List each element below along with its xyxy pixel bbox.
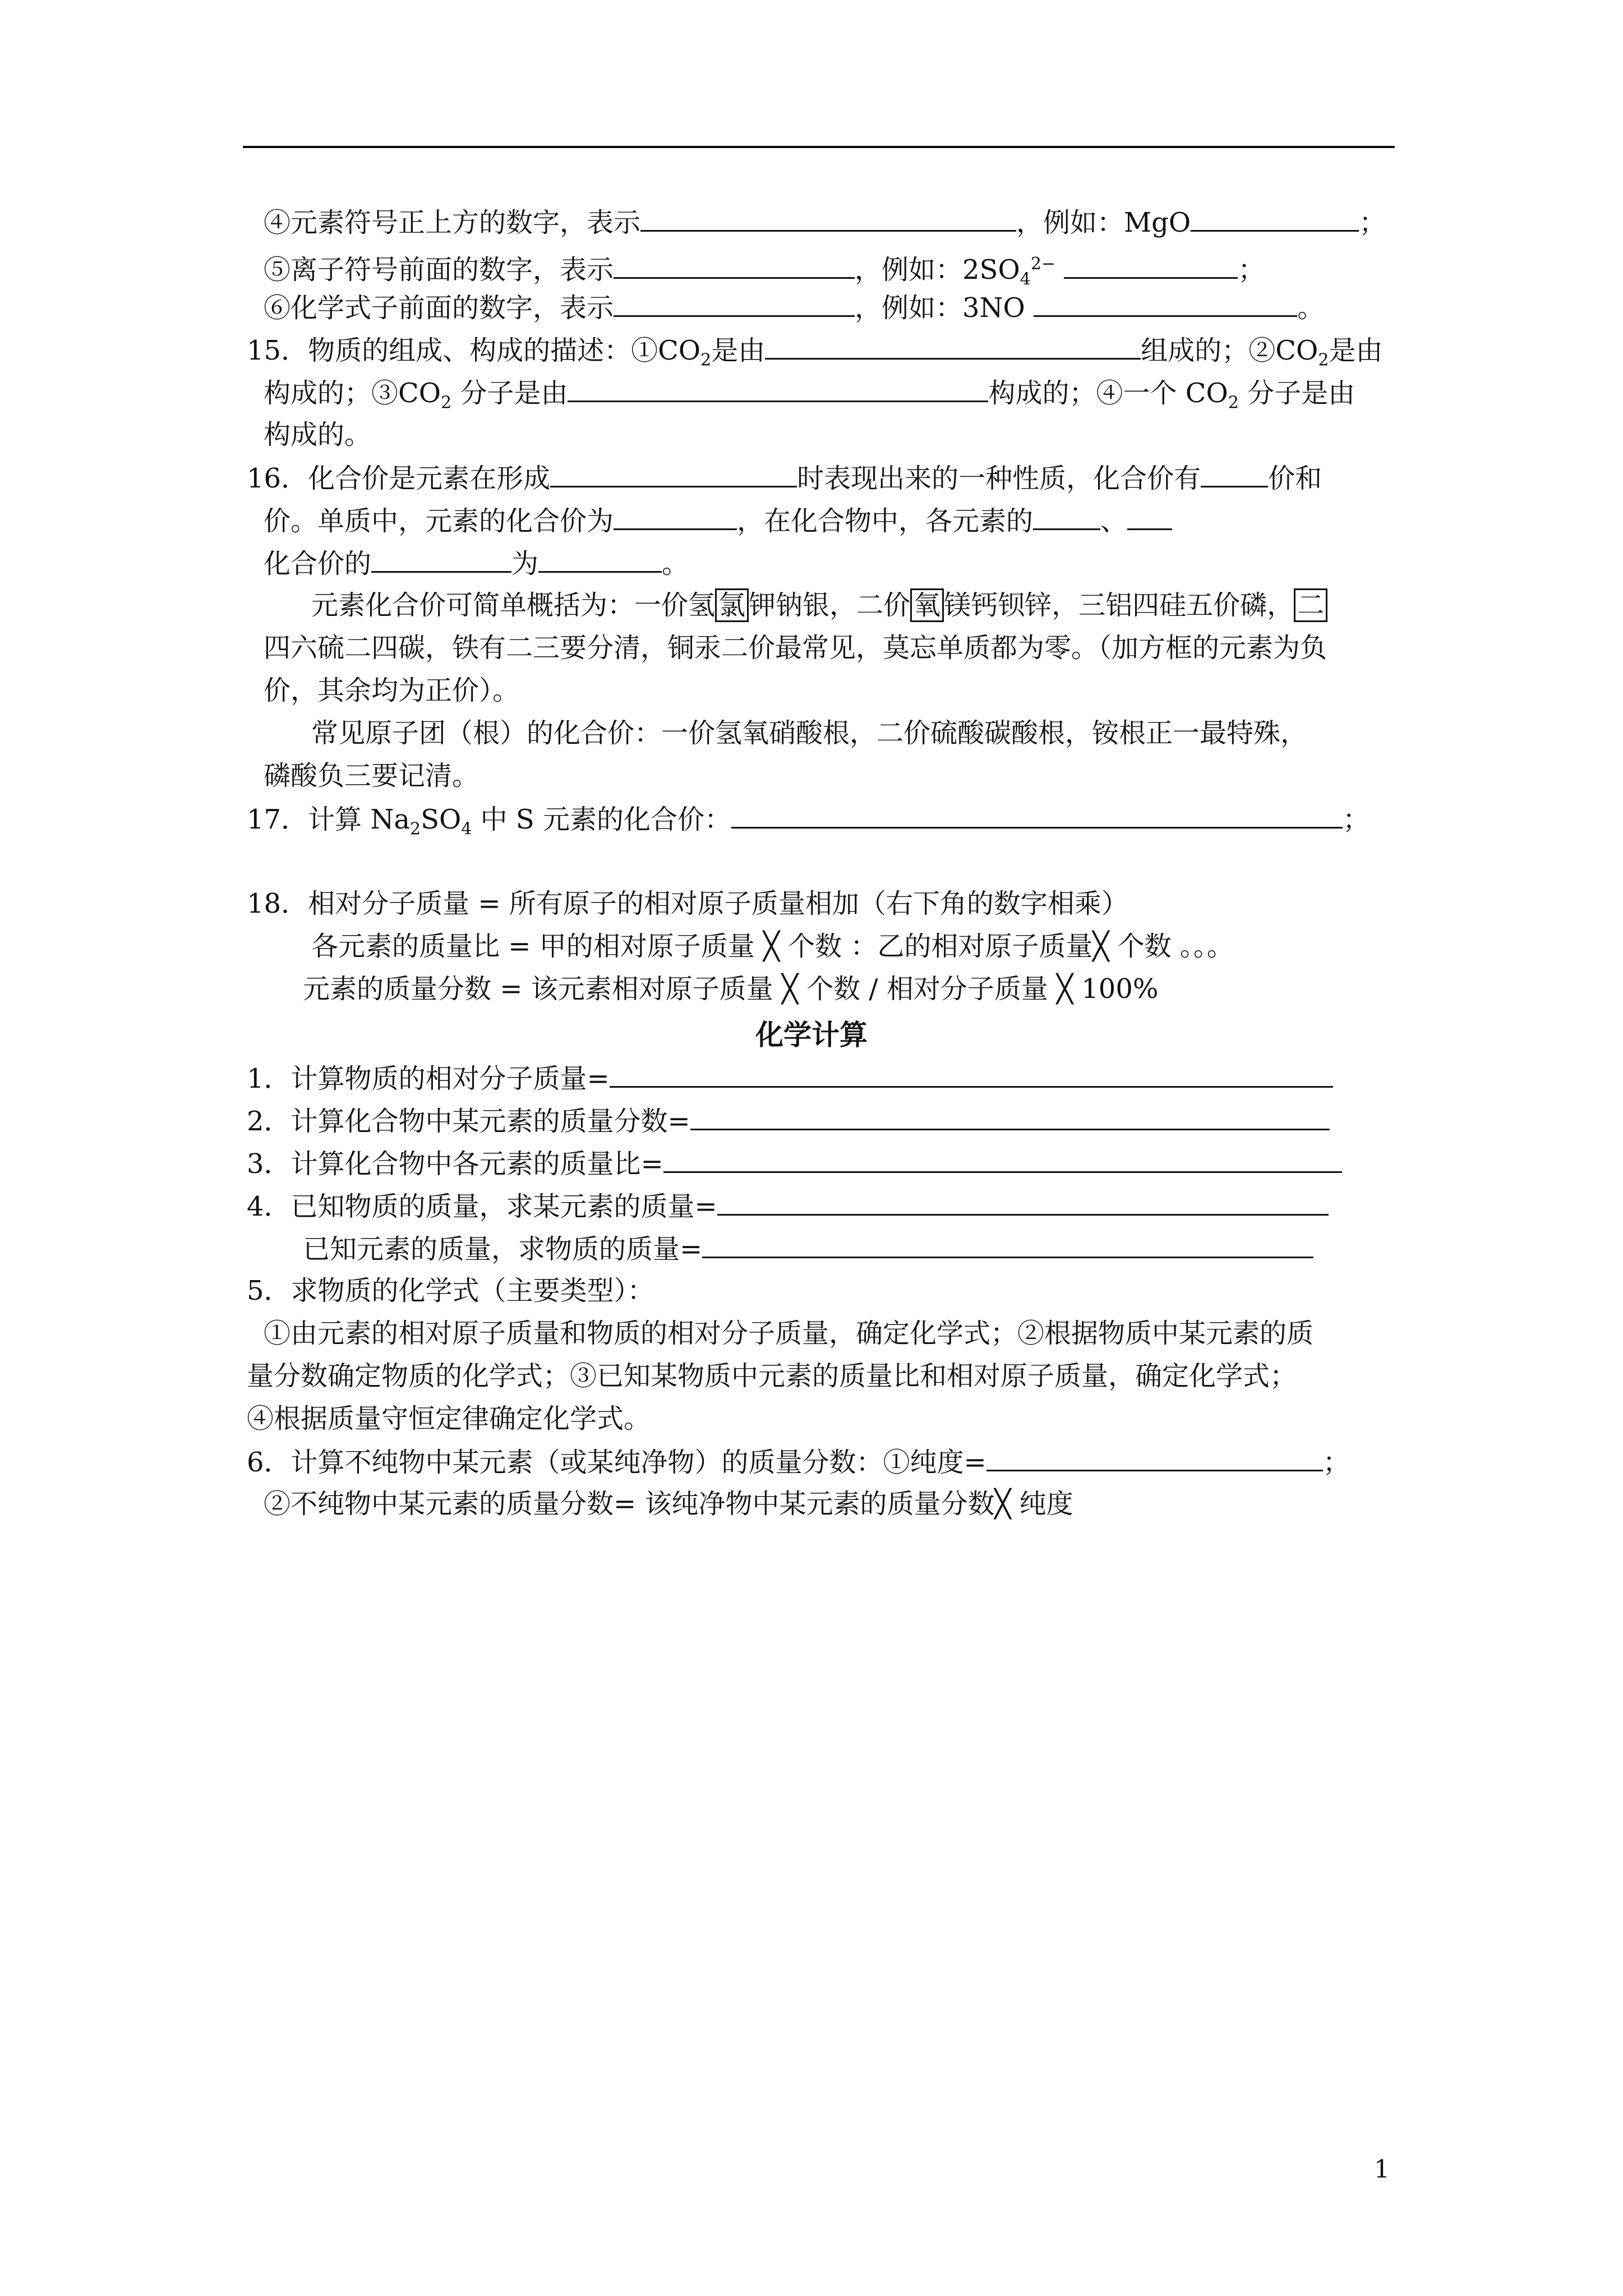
text: 四六硫二四碳，铁有二三要分清，铜汞二价最常见，莫忘单质都为零。（加方框的元素为负 <box>264 632 1327 664</box>
calc-4 <box>247 1185 1402 1227</box>
text: ②不纯物中某元素的质量分数= 该纯净物中某元素的质量分数╳ 纯度 <box>264 1488 1073 1520</box>
text: 价，其余均为正价）。 <box>264 675 520 706</box>
text: 16．化合价是元素在形成 <box>247 463 551 494</box>
text: ①由元素的相对原子质量和物质的相对分子质量，确定化学式；②根据物质中某元素的质 <box>264 1318 1314 1349</box>
blank[interactable] <box>614 248 855 279</box>
text: 分子是由 <box>1247 378 1355 409</box>
text: 量分数确定物质的化学式；③已知某物质中元素的质量比和相对原子质量，确定化学式； <box>247 1360 1297 1392</box>
text: 价。单质中，元素的化合价为 <box>264 505 614 537</box>
text: 2．计算化合物中某元素的质量分数= <box>247 1106 690 1137</box>
calc-5-line-1 <box>264 1313 1419 1354</box>
text: 各元素的质量比 = 甲的相对原子质量 ╳ 个数 ：乙的相对原子质量╳ 个数 。。。 <box>311 931 1234 962</box>
boxed-element: 氯 <box>715 588 749 622</box>
blank[interactable] <box>538 542 662 573</box>
line-6-formula-coefficient <box>264 286 1419 329</box>
text: 中 S 元素的化合价： <box>472 804 732 835</box>
text: ； <box>1359 207 1386 238</box>
blank[interactable] <box>717 1185 1329 1216</box>
text: 化合价的 <box>264 548 372 579</box>
text: 镁钙钡锌，三铝四硅五价磷， <box>944 590 1294 621</box>
item-15-line-3 <box>264 414 1419 455</box>
blank[interactable] <box>1191 201 1359 232</box>
text: ④元素符号正上方的数字，表示 <box>264 207 641 238</box>
text: 为 <box>511 548 539 579</box>
item-18-line-3 <box>303 968 1458 1010</box>
blank[interactable] <box>371 542 511 573</box>
blank[interactable] <box>731 798 1343 829</box>
text: 是由 <box>711 335 766 366</box>
item-16-line-3 <box>264 542 1419 585</box>
calc-6 <box>247 1441 1402 1483</box>
text: SO <box>421 804 462 835</box>
calc-1 <box>247 1057 1402 1099</box>
text: 1．计算物质的相对分子质量= <box>247 1063 610 1094</box>
blank[interactable] <box>1064 248 1238 279</box>
calc-2 <box>247 1099 1402 1142</box>
text: 时表现出来的一种性质，化合价有 <box>797 463 1201 494</box>
boxed-element: 二 <box>1294 588 1327 622</box>
text: ； <box>1322 1447 1350 1478</box>
subscript: 2 <box>441 393 452 413</box>
calc-6-line-2 <box>264 1483 1419 1525</box>
boxed-element: 氧 <box>910 588 944 622</box>
text: ； <box>1343 804 1370 835</box>
text: ，例如：3NO <box>855 292 1025 324</box>
text: 构成的。 <box>264 419 372 450</box>
subscript: 4 <box>1020 269 1031 289</box>
blank[interactable] <box>614 499 737 530</box>
item-17 <box>247 798 1402 850</box>
text: ； <box>1238 254 1265 286</box>
text: 钾钠银，二价 <box>749 590 911 621</box>
text: 17．计算 Na <box>247 804 410 835</box>
radical-rhyme-line-1 <box>311 712 1467 754</box>
header-rule <box>243 146 1395 148</box>
blank[interactable] <box>1201 457 1268 487</box>
text: 元素化合价可简单概括为：一价氢 <box>311 590 716 621</box>
calc-3 <box>247 1142 1402 1185</box>
blank[interactable] <box>614 286 855 317</box>
section-title: 化学计算 <box>755 1019 868 1051</box>
text: 磷酸负三要记清。 <box>264 760 479 792</box>
text: ，在化合物中，各元素的 <box>737 505 1034 537</box>
blank[interactable] <box>1127 499 1172 530</box>
valence-rhyme-line-1 <box>311 585 1467 626</box>
blank[interactable] <box>640 201 1016 232</box>
text: 15．物质的组成、构成的描述：①CO <box>247 335 701 366</box>
valence-rhyme-line-3 <box>264 670 1419 711</box>
blank[interactable] <box>690 1099 1330 1130</box>
text: 构成的；④一个 CO <box>988 378 1228 409</box>
text: 5．求物质的化学式（主要类型）： <box>247 1275 654 1306</box>
line-4-element-top-number <box>264 201 1419 243</box>
text: 常见原子团（根）的化合价：一价氢氧硝酸根，二价硫酸碳酸根，铵根正一最特殊， <box>311 717 1308 749</box>
text: 4．已知物质的质量，求某元素的质量= <box>247 1191 717 1222</box>
text: 6．计算不纯物中某元素（或某纯净物）的质量分数：①纯度= <box>247 1447 986 1478</box>
text: 3．计算化合物中各元素的质量比= <box>247 1148 663 1180</box>
text: 是由 <box>1329 335 1383 366</box>
text: ⑥化学式子前面的数字，表示 <box>264 292 614 324</box>
text: 。 <box>662 548 689 579</box>
text: 。 <box>1297 292 1325 324</box>
blank[interactable] <box>568 371 988 402</box>
blank[interactable] <box>1034 286 1297 317</box>
subscript: 4 <box>461 819 472 839</box>
text: 元素的质量分数 = 该元素相对原子质量 ╳ 个数 / 相对分子质量 ╳ 100% <box>303 973 1159 1005</box>
text: ⑤离子符号前面的数字，表示 <box>264 254 614 286</box>
item-16-line-2 <box>264 499 1419 542</box>
calc-5-line-3 <box>247 1398 1402 1439</box>
item-16-line-1 <box>247 457 1402 499</box>
item-18-line-2 <box>311 926 1467 967</box>
valence-rhyme-line-2 <box>264 627 1419 669</box>
subscript: 2 <box>1318 350 1329 370</box>
text: ，例如：2SO <box>855 254 1020 286</box>
item-18-line-1 <box>247 883 1402 924</box>
superscript: 2− <box>1030 254 1056 274</box>
calc-4b <box>303 1227 1458 1270</box>
page-number: 1 <box>1374 2155 1390 2184</box>
text: ④根据质量守恒定律确定化学式。 <box>247 1403 651 1434</box>
text: 分子是由 <box>460 378 568 409</box>
text: 构成的；③CO <box>264 378 441 409</box>
blank[interactable] <box>663 1142 1342 1173</box>
subscript: 2 <box>409 819 421 839</box>
blank[interactable] <box>765 329 1141 360</box>
text: 、 <box>1100 505 1128 537</box>
calc-5 <box>247 1270 1402 1312</box>
calc-5-line-2 <box>247 1355 1402 1397</box>
blank[interactable] <box>1033 499 1100 530</box>
radical-rhyme-line-2 <box>264 755 1419 797</box>
subscript: 2 <box>1228 393 1239 413</box>
text: 已知元素的质量，求物质的质量= <box>303 1234 703 1265</box>
blank[interactable] <box>986 1441 1323 1471</box>
blank[interactable] <box>702 1227 1313 1258</box>
blank[interactable] <box>550 457 797 487</box>
blank[interactable] <box>610 1057 1333 1088</box>
text: 价和 <box>1268 463 1322 494</box>
text: 组成的；②CO <box>1141 335 1318 366</box>
text: 18．相对分子质量 = 所有原子的相对原子质量相加（右下角的数字相乘） <box>247 888 1128 919</box>
subscript: 2 <box>700 350 712 370</box>
text: ，例如：MgO <box>1016 207 1191 238</box>
